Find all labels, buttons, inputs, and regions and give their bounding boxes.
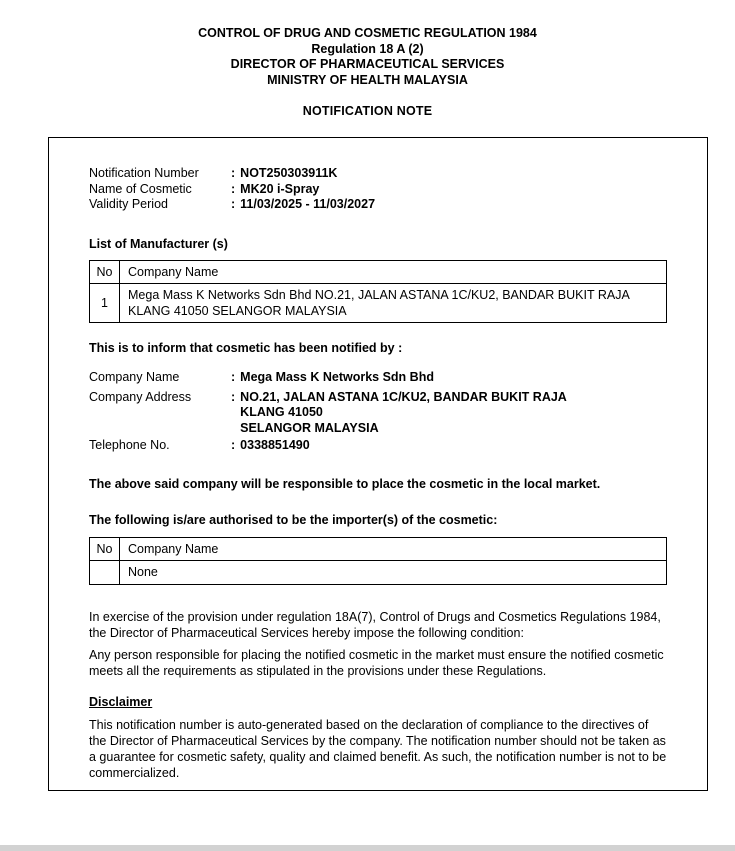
importer-row-company: None bbox=[120, 560, 667, 584]
field-validity-period bbox=[89, 197, 667, 213]
field-value: Mega Mass K Networks Sdn Bhd bbox=[240, 370, 434, 384]
address-line: SELANGOR MALAYSIA bbox=[240, 420, 379, 435]
disclaimer-text: This notification number is auto-generated based on the declaration of compliance to the directives of the Director of Pharmaceutical Services by the company. The notification number should not be taken as a guarantee for cosmetic safety, quality and claimed benefit. As such, the notification number is not to be commercialized. bbox=[89, 717, 667, 780]
field-label: Company Name bbox=[89, 370, 180, 384]
importer-heading: The following is/are authorised to be the importer(s) of the cosmetic: bbox=[89, 513, 498, 527]
field-value: NOT250303911K bbox=[240, 166, 338, 180]
column-header-company-name: Company Name bbox=[120, 260, 667, 283]
address-line: NO.21, JALAN ASTANA 1C/KU2, BANDAR BUKIT RAJA bbox=[240, 389, 567, 404]
field-company-address bbox=[89, 390, 667, 437]
notified-by-heading: This is to inform that cosmetic has been notified by : bbox=[89, 340, 403, 355]
field-value: 0338851490 bbox=[240, 438, 310, 452]
field-colon: : bbox=[231, 197, 236, 211]
manufacturer-row-company: Mega Mass K Networks Sdn Bhd NO.21, JALAN ASTANA 1C/KU2, BANDAR BUKIT RAJA KLANG 41050 SELANGOR MALAYSIA bbox=[120, 283, 667, 322]
field-label: Notification Number bbox=[89, 166, 199, 180]
field-notification-number bbox=[89, 166, 667, 182]
field-colon: : bbox=[231, 166, 236, 180]
notification-fields bbox=[89, 166, 667, 213]
responsibility-statement: The above said company will be responsible to place the cosmetic in the local market. bbox=[89, 476, 601, 491]
importer-row-no bbox=[90, 560, 120, 584]
header-line-regulation: CONTROL OF DRUG AND COSMETIC REGULATION 1984 bbox=[198, 26, 537, 40]
document-header bbox=[0, 0, 735, 88]
field-label: Name of Cosmetic bbox=[89, 181, 192, 196]
column-header-company-name: Company Name bbox=[120, 537, 667, 560]
field-label: Company Address bbox=[89, 389, 192, 404]
condition-paragraph-1: In exercise of the provision under regulation 18A(7), Control of Drugs and Cosmetics Regulations 1984, the Director of Pharmaceutical Services hereby impose the following condition: bbox=[89, 609, 661, 640]
header-line-director: DIRECTOR OF PHARMACEUTICAL SERVICES bbox=[230, 57, 505, 71]
address-line: KLANG 41050 bbox=[240, 405, 323, 419]
column-header-no: No bbox=[90, 260, 120, 283]
company-address-lines bbox=[240, 390, 567, 437]
field-value: 11/03/2025 - 11/03/2027 bbox=[240, 197, 376, 211]
field-value: MK20 i-Spray bbox=[240, 181, 320, 196]
field-label: Telephone No. bbox=[89, 438, 170, 452]
disclaimer-heading: Disclaimer bbox=[89, 694, 153, 709]
notification-box bbox=[48, 137, 708, 791]
table-row bbox=[90, 283, 667, 322]
field-colon: : bbox=[231, 389, 236, 404]
field-colon: : bbox=[231, 370, 236, 384]
manufacturer-row-no: 1 bbox=[90, 283, 120, 322]
page-bottom-edge bbox=[0, 845, 735, 851]
header-line-regulation-sub: Regulation 18 A (2) bbox=[311, 41, 424, 56]
field-colon: : bbox=[231, 438, 236, 452]
column-header-no: No bbox=[90, 537, 120, 560]
manufacturers-table-header-row bbox=[90, 260, 667, 283]
notification-box-content bbox=[49, 138, 707, 781]
manufacturers-table bbox=[89, 260, 667, 323]
field-telephone bbox=[89, 438, 667, 454]
importers-table-header-row bbox=[90, 537, 667, 560]
field-colon: : bbox=[231, 181, 236, 196]
importers-table bbox=[89, 537, 667, 585]
field-cosmetic-name bbox=[89, 182, 667, 198]
field-label: Validity Period bbox=[89, 197, 168, 211]
table-row bbox=[90, 560, 667, 584]
condition-paragraph-2: Any person responsible for placing the notified cosmetic in the market must ensure the notified cosmetic meets all the requirements as stipulated in the provisions under these Regulations. bbox=[89, 647, 664, 678]
field-company-name bbox=[89, 370, 667, 386]
header-line-ministry: MINISTRY OF HEALTH MALAYSIA bbox=[267, 72, 468, 87]
manufacturers-heading: List of Manufacturer (s) bbox=[89, 236, 228, 251]
page-title: NOTIFICATION NOTE bbox=[302, 104, 433, 118]
